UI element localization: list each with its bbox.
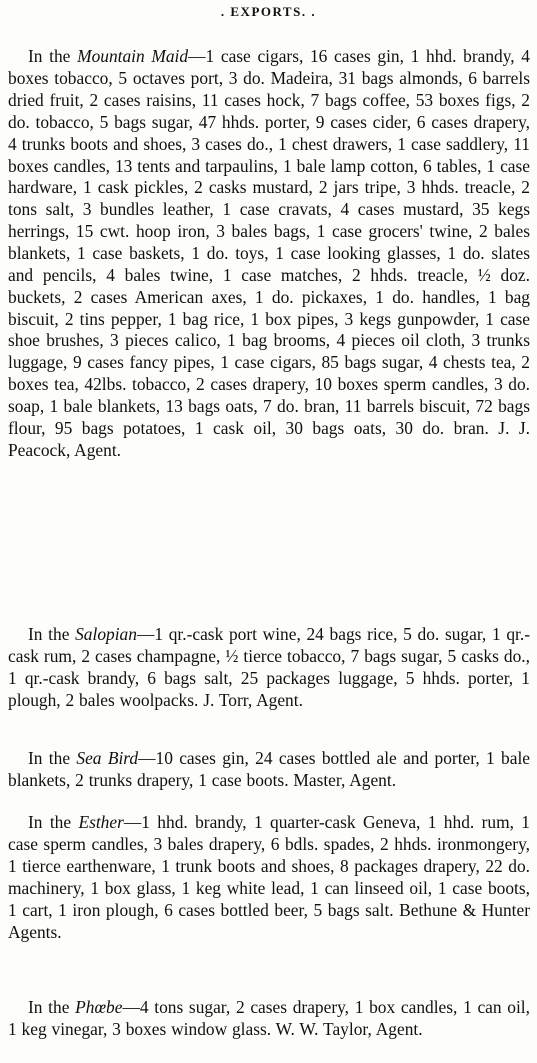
ship-name: Mountain Maid <box>77 46 189 67</box>
entry-body: —10 cases gin, 24 cases bottled ale and porter, 1 bale blankets, 2 trunks drapery, 1 case boots. Master, Agent. <box>8 748 530 791</box>
entry-intro: In the <box>28 46 78 67</box>
entry-body: —4 tons sugar, 2 cases drapery, 1 box candles, 1 can oil, 1 keg vinegar, 3 boxes window glass. W. W. Taylor, Agent. <box>8 997 530 1040</box>
section-heading: . EXPORTS. . <box>220 4 317 19</box>
export-entry-phoebe <box>8 997 530 1041</box>
entry-intro: In the <box>28 624 76 645</box>
entry-body: —1 hhd. brandy, 1 quarter-cask Geneva, 1 hhd. rum, 1 case sperm candles, 3 bales drapery, 6 bdls. spades, 2 hhds. ironmongery, 1 tierce earthenware, 1 trunk boots and shoes, 8 packages drapery, 22 do. machinery, 1 box glass, 1 keg white lead, 1 can linseed oil, 1 case boots, 1 cart, 1 iron plough, 6 cases bottled beer, 5 bags salt. Bethune & Hunter Agents. <box>8 812 531 942</box>
entry-intro: In the <box>28 997 76 1018</box>
ship-name: Salopian <box>75 624 137 645</box>
entry-intro: In the <box>28 812 79 833</box>
entry-intro: In the <box>28 748 77 769</box>
ship-name: Esther <box>78 812 124 833</box>
export-entry-salopian <box>8 624 530 711</box>
export-entry-mountain-maid <box>8 46 530 461</box>
ship-name: Phœbe <box>75 997 123 1018</box>
entry-body: —1 case cigars, 16 cases gin, 1 hhd. brandy, 4 boxes tobacco, 5 octaves port, 3 do. Madeira, 31 bags almonds, 6 barrels dried fruit, 2 cases raisins, 11 cases hock, 7 bags coffee, 53 boxes figs, 2 do. tobacco, 5 bags sugar, 47 hhds. porter, 9 cases cider, 6 cases drapery, 4 trunks boots and shoes, 3 cases do., 1 chest drawers, 1 case saddlery, 11 boxes candles, 13 tents and tarpaulins, 1 bale lamp cotton, 6 tables, 1 case hardware, 1 cask pickles, 2 casks mustard, 2 jars tripe, 3 hhds. treacle, 2 tons salt, 3 bundles leather, 1 case cravats, 4 cases mustard, 35 kegs herrings, 15 cwt. hoop iron, 3 bales bags, 1 case grocers' twine, 2 bales blankets, 1 case baskets, 1 do. toys, 1 case looking glasses, 1 do. slates and pencils, 4 bales twine, 1 case matches, 2 hhds. treacle, ½ doz. buckets, 2 cases American axes, 1 do. pickaxes, 1 do. handles, 1 bag biscuit, 2 tins pepper, 1 bag rice, 1 box pipes, 3 kegs gunpowder, 1 case shoe brushes, 3 pieces calico, 1 bag brooms, 4 pieces oil cloth, 3 trunks luggage, 9 cases fancy pipes, 1 case cigars, 85 bags sugar, 4 chests tea, 2 boxes tea, 42lbs. tobacco, 2 cases drapery, 10 boxes sperm candles, 3 do. soap, 1 bale blankets, 13 bags oats, 7 do. bran, 11 barrels biscuit, 72 bags flour, 95 bags potatoes, 1 cask oil, 30 bags oats, 30 do. bran. J. J. Peacock, Agent. <box>8 46 530 460</box>
export-entry-esther <box>8 812 530 943</box>
ship-name: Sea Bird <box>76 748 139 769</box>
export-entry-sea-bird <box>8 748 530 792</box>
entry-body: —1 qr.-cask port wine, 24 bags rice, 5 do. sugar, 1 qr.-cask rum, 2 cases champagne, ½ tierce tobacco, 7 bags sugar, 5 casks do., 1 qr.-cask brandy, 6 bags salt, 25 packages luggage, 5 hhds. porter, 1 plough, 2 bales woolpacks. J. Torr, Agent. <box>8 624 530 710</box>
